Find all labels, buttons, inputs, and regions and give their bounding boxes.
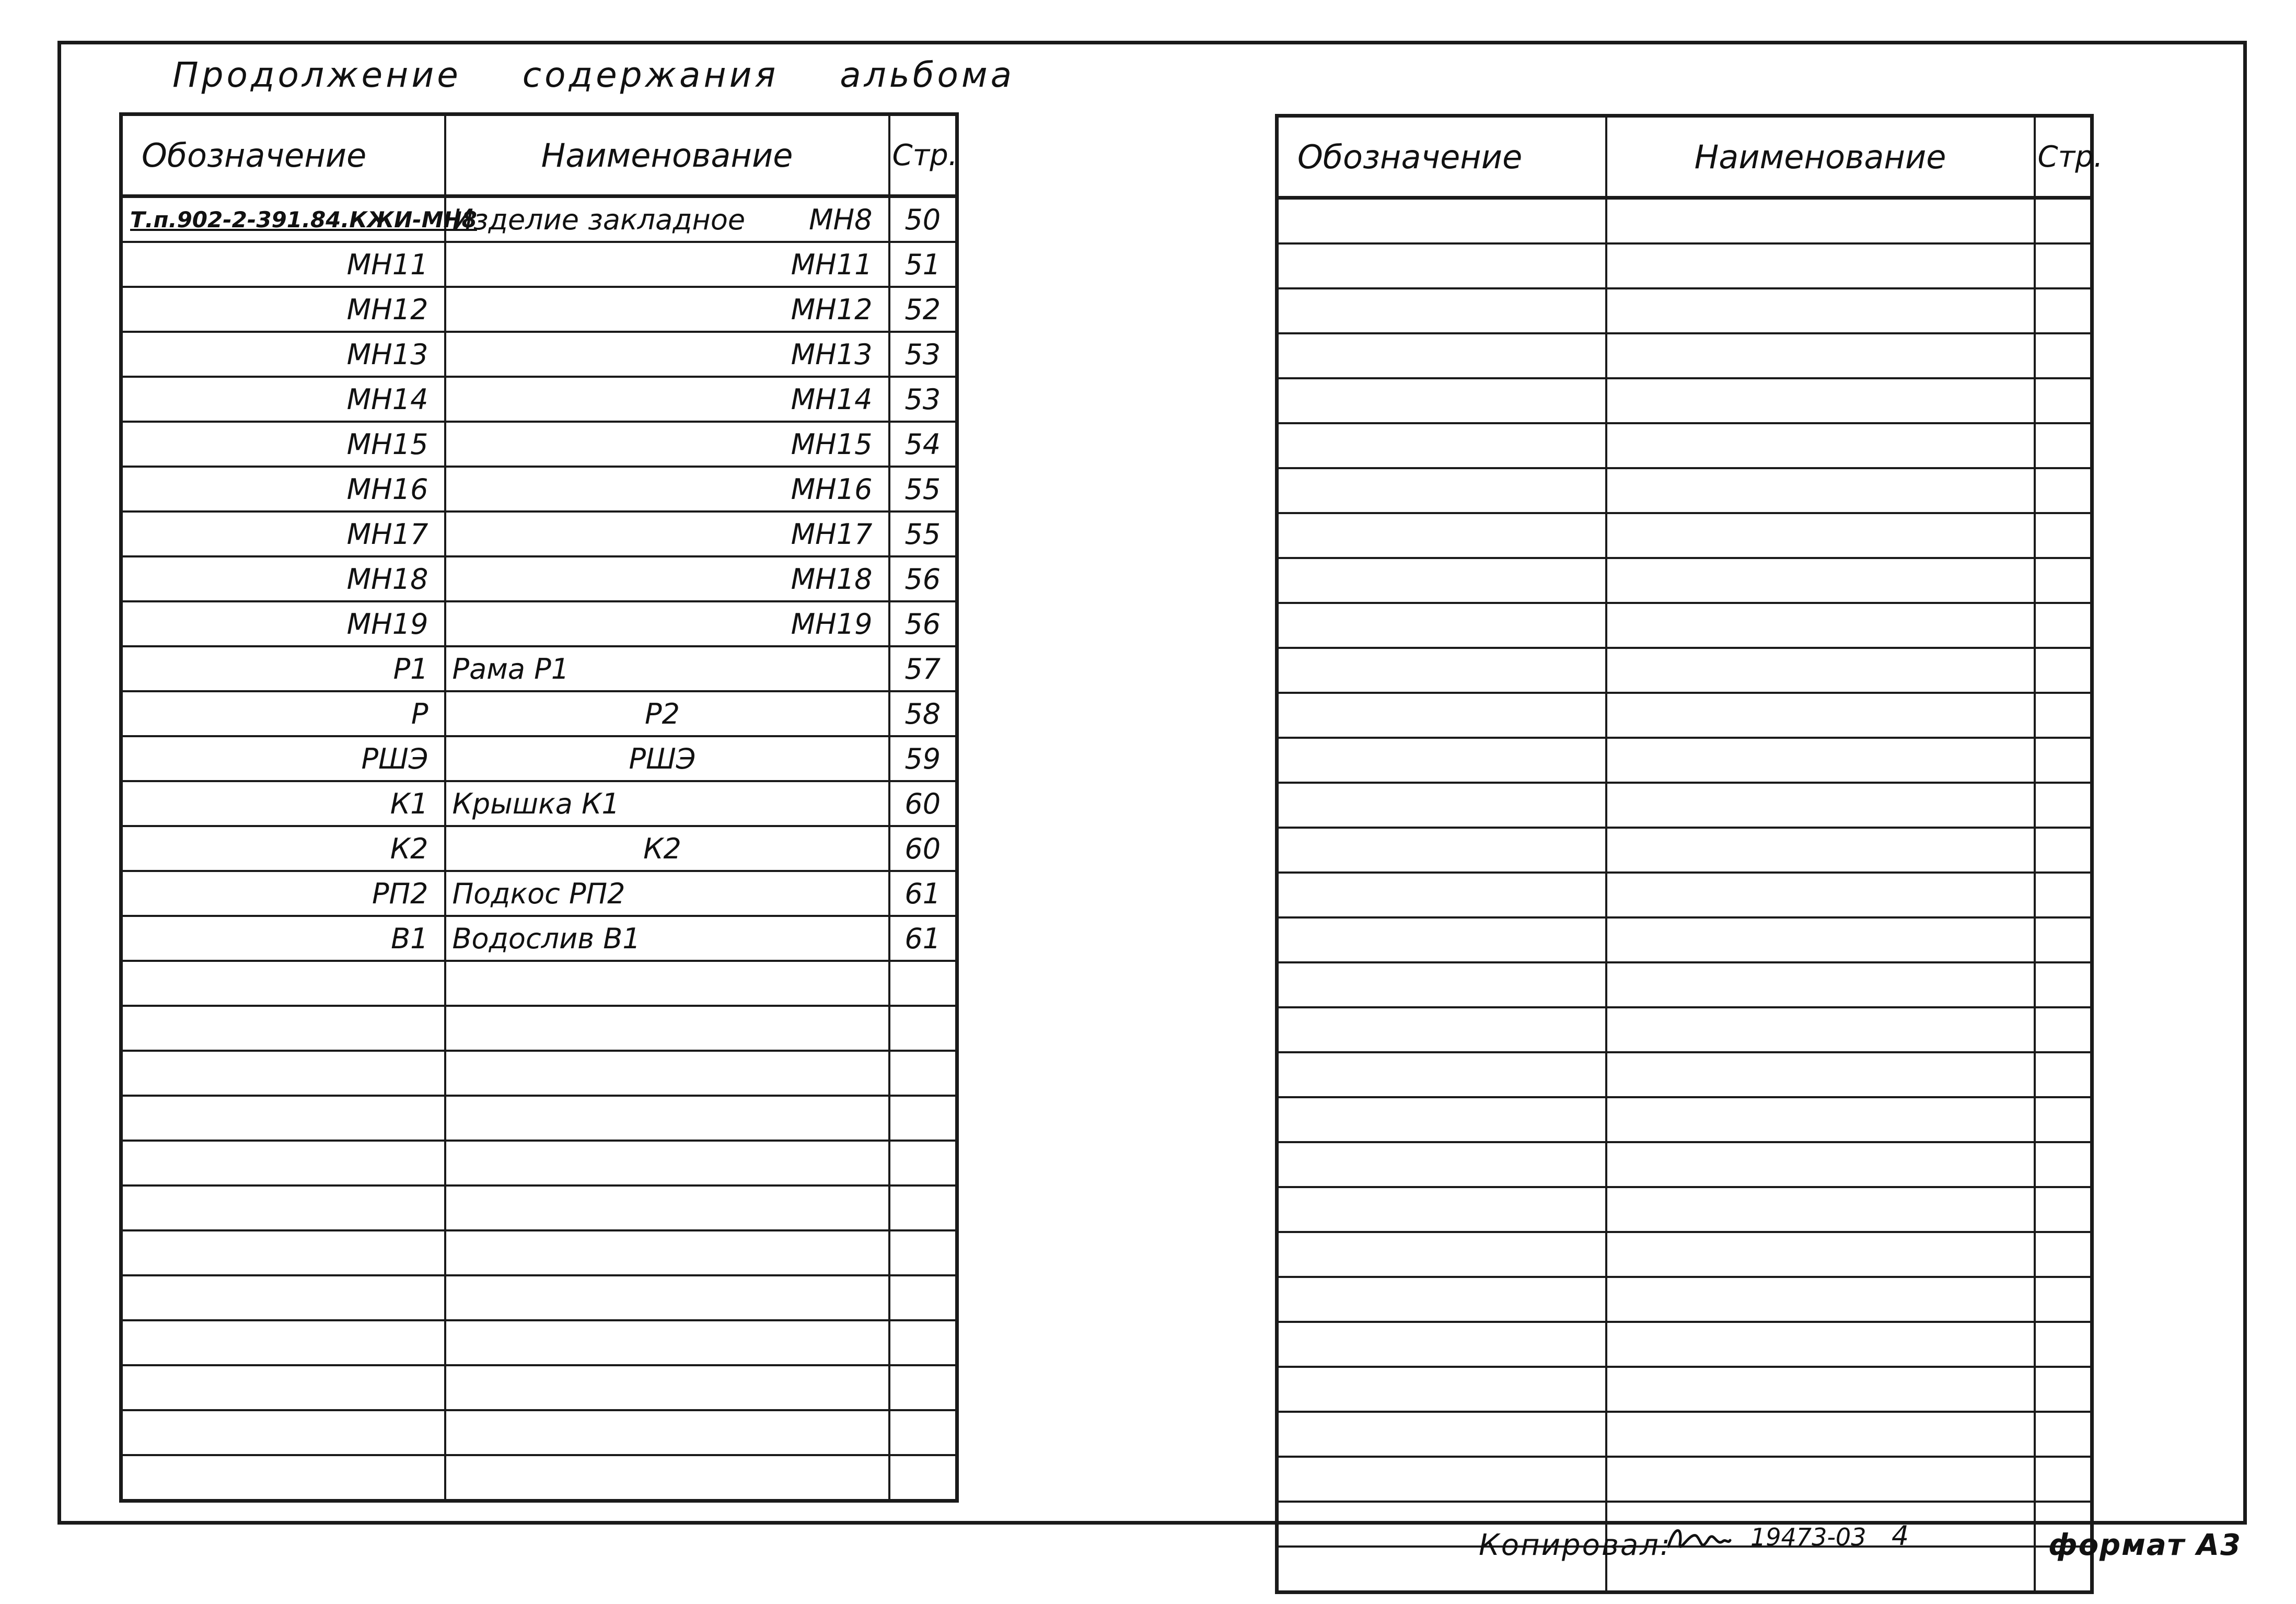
cell-name xyxy=(445,826,889,871)
cell-name xyxy=(1606,1097,2035,1142)
cell-page xyxy=(2035,558,2092,603)
cell-designation xyxy=(1277,873,1606,917)
cell-designation: МН11 xyxy=(121,242,445,287)
table-row xyxy=(1277,1367,2092,1412)
cell-name xyxy=(445,646,889,691)
header-designation: Обозначение xyxy=(1277,116,1606,198)
cell-name xyxy=(445,1051,889,1096)
table-row xyxy=(121,467,957,512)
cell-name xyxy=(1606,378,2035,423)
cell-designation: Р xyxy=(121,691,445,736)
item-name: Р2 xyxy=(645,697,680,730)
cell-page xyxy=(2035,243,2092,288)
cell-designation xyxy=(1277,288,1606,333)
cell-page xyxy=(2035,288,2092,333)
table-row xyxy=(121,512,957,556)
cell-name xyxy=(1606,917,2035,962)
cell-name xyxy=(445,377,889,422)
table-row xyxy=(1277,648,2092,693)
header-page: Стр. xyxy=(2035,116,2092,198)
table-row xyxy=(121,871,957,916)
cell-name xyxy=(1606,1367,2035,1412)
cell-page xyxy=(889,1141,957,1185)
cell-designation: РШЭ xyxy=(121,736,445,781)
cell-designation xyxy=(1277,198,1606,244)
cell-page xyxy=(2035,783,2092,828)
cell-page: 59 xyxy=(889,736,957,781)
header-name: Наименование xyxy=(1606,116,2035,198)
cell-name xyxy=(1606,693,2035,738)
cell-name xyxy=(445,1365,889,1410)
table-row xyxy=(121,242,957,287)
table-row xyxy=(1277,1457,2092,1502)
cell-page xyxy=(2035,423,2092,468)
cell-designation: МН16 xyxy=(121,467,445,512)
cell-page xyxy=(2035,873,2092,917)
table-row xyxy=(121,1320,957,1365)
cell-designation: МН13 xyxy=(121,332,445,377)
table-row xyxy=(1277,962,2092,1007)
cell-page: 52 xyxy=(889,287,957,332)
table-row xyxy=(1277,1277,2092,1322)
cell-name xyxy=(1606,738,2035,783)
cell-page: 53 xyxy=(889,332,957,377)
cell-name xyxy=(1606,783,2035,828)
cell-designation: К2 xyxy=(121,826,445,871)
cell-designation xyxy=(121,1185,445,1230)
table-row xyxy=(121,646,957,691)
header-designation: Обозначение xyxy=(121,114,445,196)
cell-name xyxy=(1606,1457,2035,1502)
cell-page xyxy=(2035,468,2092,513)
cell-name xyxy=(1606,1007,2035,1052)
cell-name xyxy=(1606,1232,2035,1277)
item-name: Изделие закладное xyxy=(452,203,746,236)
table-row xyxy=(1277,1187,2092,1232)
cell-name xyxy=(445,467,889,512)
table-row xyxy=(121,196,957,242)
cell-page xyxy=(2035,1367,2092,1412)
cell-name xyxy=(1606,828,2035,873)
cell-designation: МН19 xyxy=(121,601,445,646)
item-name: Водослив В1 xyxy=(452,922,641,955)
cell-name xyxy=(445,961,889,1006)
cell-name xyxy=(445,1320,889,1365)
table-row xyxy=(121,1365,957,1410)
table-row xyxy=(1277,423,2092,468)
cell-page xyxy=(2035,1142,2092,1187)
cell-designation xyxy=(1277,1097,1606,1142)
cell-page xyxy=(889,1275,957,1320)
table-row xyxy=(121,691,957,736)
header-page: Стр. xyxy=(889,114,957,196)
contents-table-right-body xyxy=(1277,198,2092,1593)
cell-page xyxy=(889,1006,957,1051)
cell-page: 51 xyxy=(889,242,957,287)
table-row xyxy=(1277,1322,2092,1367)
table-row xyxy=(1277,1007,2092,1052)
cell-page xyxy=(889,1320,957,1365)
sheet-number: 4 xyxy=(1892,1520,1909,1552)
cell-page: 60 xyxy=(889,781,957,826)
cell-page: 61 xyxy=(889,916,957,961)
cell-name xyxy=(1606,288,2035,333)
table-row xyxy=(1277,1232,2092,1277)
cell-page xyxy=(889,1051,957,1096)
table-row xyxy=(121,1141,957,1185)
cell-name xyxy=(1606,962,2035,1007)
cell-designation xyxy=(1277,243,1606,288)
cell-page xyxy=(2035,648,2092,693)
cell-designation xyxy=(1277,468,1606,513)
cell-designation xyxy=(1277,1277,1606,1322)
cell-page xyxy=(2035,513,2092,558)
cell-name xyxy=(445,1006,889,1051)
cell-page xyxy=(2035,1052,2092,1097)
cell-name xyxy=(445,1275,889,1320)
contents-table-left xyxy=(119,112,959,1503)
signature-icon xyxy=(1664,1515,1732,1562)
cell-page xyxy=(889,1455,957,1501)
cell-name xyxy=(1606,243,2035,288)
cell-designation xyxy=(1277,962,1606,1007)
table-row xyxy=(1277,288,2092,333)
cell-designation xyxy=(1277,1232,1606,1277)
table-row xyxy=(121,916,957,961)
cell-page: 61 xyxy=(889,871,957,916)
table-row xyxy=(121,601,957,646)
cell-designation xyxy=(1277,333,1606,378)
cell-page: 60 xyxy=(889,826,957,871)
cell-page xyxy=(889,1410,957,1455)
cell-designation: МН18 xyxy=(121,556,445,601)
table-header-row xyxy=(1277,116,2092,198)
table-row xyxy=(1277,783,2092,828)
cell-name xyxy=(445,781,889,826)
table-row xyxy=(121,1051,957,1096)
cell-name xyxy=(1606,333,2035,378)
cell-name xyxy=(445,916,889,961)
cell-designation xyxy=(1277,828,1606,873)
cell-name xyxy=(445,287,889,332)
table-row xyxy=(121,1455,957,1501)
copied-by-label: Копировал: xyxy=(1479,1528,1672,1562)
cell-page: 56 xyxy=(889,601,957,646)
cell-name xyxy=(1606,873,2035,917)
item-name: Подкос РП2 xyxy=(452,877,625,910)
cell-designation xyxy=(121,1096,445,1141)
item-mark: МН13 xyxy=(791,338,873,371)
table-row xyxy=(121,332,957,377)
table-row xyxy=(121,781,957,826)
paper-format: формат А3 xyxy=(2048,1528,2242,1562)
cell-designation xyxy=(121,1410,445,1455)
cell-designation: РП2 xyxy=(121,871,445,916)
cell-designation xyxy=(1277,1187,1606,1232)
cell-name xyxy=(445,1185,889,1230)
cell-designation xyxy=(1277,423,1606,468)
table-row xyxy=(121,377,957,422)
cell-name xyxy=(445,1141,889,1185)
cell-name xyxy=(445,196,889,242)
table-row xyxy=(1277,917,2092,962)
table-row xyxy=(121,556,957,601)
table-row xyxy=(121,826,957,871)
table-row xyxy=(1277,333,2092,378)
cell-page xyxy=(2035,917,2092,962)
table-row xyxy=(1277,198,2092,244)
cell-name xyxy=(445,1455,889,1501)
cell-name xyxy=(445,556,889,601)
cell-name xyxy=(445,1410,889,1455)
cell-page: 57 xyxy=(889,646,957,691)
item-mark: МН19 xyxy=(791,607,873,641)
cell-designation xyxy=(121,1275,445,1320)
table-row xyxy=(1277,513,2092,558)
cell-page xyxy=(2035,603,2092,648)
cell-name xyxy=(445,332,889,377)
table-row xyxy=(121,961,957,1006)
page-title: Продолжение содержания альбома xyxy=(172,55,1015,95)
cell-name xyxy=(1606,1052,2035,1097)
cell-designation xyxy=(1277,1322,1606,1367)
cell-page xyxy=(889,1096,957,1141)
cell-name xyxy=(445,1096,889,1141)
cell-designation xyxy=(1277,513,1606,558)
cell-designation xyxy=(1277,693,1606,738)
order-number: 19473-03 xyxy=(1750,1523,1866,1551)
cell-designation xyxy=(1277,1007,1606,1052)
item-mark: МН12 xyxy=(791,293,873,326)
table-row xyxy=(1277,1142,2092,1187)
table-row xyxy=(121,1006,957,1051)
table-row xyxy=(121,1410,957,1455)
table-row xyxy=(1277,873,2092,917)
contents-table-right xyxy=(1275,114,2103,1594)
item-mark: МН18 xyxy=(791,562,873,596)
cell-designation xyxy=(121,961,445,1006)
item-mark: МН14 xyxy=(791,382,873,416)
item-name: К2 xyxy=(643,832,681,865)
cell-page xyxy=(889,1230,957,1275)
cell-page xyxy=(2035,738,2092,783)
cell-name xyxy=(1606,603,2035,648)
cell-designation xyxy=(121,1320,445,1365)
cell-designation xyxy=(1277,1052,1606,1097)
table-row xyxy=(121,1275,957,1320)
cell-name xyxy=(445,1230,889,1275)
cell-page xyxy=(2035,693,2092,738)
cell-designation xyxy=(121,1006,445,1051)
cell-name xyxy=(1606,1277,2035,1322)
cell-page xyxy=(889,1365,957,1410)
cell-designation xyxy=(1277,378,1606,423)
table-row xyxy=(121,1230,957,1275)
cell-page xyxy=(2035,1232,2092,1277)
table-row xyxy=(121,736,957,781)
table-row xyxy=(121,287,957,332)
table-row xyxy=(1277,1412,2092,1457)
cell-page: 53 xyxy=(889,377,957,422)
cell-name xyxy=(1606,513,2035,558)
cell-page: 54 xyxy=(889,422,957,467)
cell-designation: Т.п.902-2-391.84.КЖИ-МН8 xyxy=(121,196,445,242)
table-row xyxy=(121,422,957,467)
cell-page xyxy=(2035,1322,2092,1367)
cell-name xyxy=(1606,1322,2035,1367)
table-row xyxy=(1277,378,2092,423)
cell-designation: В1 xyxy=(121,916,445,961)
cell-designation xyxy=(121,1365,445,1410)
cell-name xyxy=(1606,648,2035,693)
cell-page: 55 xyxy=(889,512,957,556)
cell-name xyxy=(445,242,889,287)
cell-page xyxy=(2035,828,2092,873)
cell-page xyxy=(2035,1097,2092,1142)
cell-page: 56 xyxy=(889,556,957,601)
cell-name xyxy=(1606,1412,2035,1457)
table-row xyxy=(1277,828,2092,873)
cell-designation xyxy=(1277,1457,1606,1502)
cell-name xyxy=(1606,1142,2035,1187)
cell-designation: МН17 xyxy=(121,512,445,556)
table-row xyxy=(121,1096,957,1141)
cell-designation xyxy=(1277,1367,1606,1412)
item-name: Рама Р1 xyxy=(452,652,570,685)
table-row xyxy=(1277,603,2092,648)
cell-name xyxy=(1606,468,2035,513)
cell-designation xyxy=(1277,648,1606,693)
cell-name xyxy=(1606,198,2035,244)
cell-designation xyxy=(121,1230,445,1275)
cell-name xyxy=(1606,558,2035,603)
cell-designation xyxy=(1277,917,1606,962)
table-row xyxy=(121,1185,957,1230)
cell-page xyxy=(889,961,957,1006)
cell-designation xyxy=(1277,603,1606,648)
cell-page xyxy=(2035,1457,2092,1502)
cell-name xyxy=(445,601,889,646)
table-row xyxy=(1277,243,2092,288)
cell-designation xyxy=(121,1141,445,1185)
table-row xyxy=(1277,468,2092,513)
table-header-row xyxy=(121,114,957,196)
item-mark: МН17 xyxy=(791,517,873,551)
cell-page xyxy=(2035,1277,2092,1322)
item-mark: МН15 xyxy=(791,427,873,461)
contents-table-left-body xyxy=(121,196,957,1501)
cell-page xyxy=(2035,333,2092,378)
table-row xyxy=(1277,1097,2092,1142)
cell-designation: МН15 xyxy=(121,422,445,467)
cell-name xyxy=(445,736,889,781)
table-row xyxy=(1277,693,2092,738)
cell-page xyxy=(2035,198,2092,244)
table-row xyxy=(1277,558,2092,603)
header-name: Наименование xyxy=(445,114,889,196)
cell-page xyxy=(2035,1187,2092,1232)
item-name: Крышка К1 xyxy=(452,787,620,820)
cell-name xyxy=(445,691,889,736)
item-mark: МН16 xyxy=(791,472,873,506)
cell-page xyxy=(2035,962,2092,1007)
cell-page xyxy=(2035,1007,2092,1052)
cell-designation: Р1 xyxy=(121,646,445,691)
cell-page xyxy=(2035,378,2092,423)
table-row xyxy=(1277,738,2092,783)
cell-name xyxy=(445,422,889,467)
cell-designation xyxy=(121,1455,445,1501)
cell-designation xyxy=(1277,558,1606,603)
cell-designation: МН14 xyxy=(121,377,445,422)
cell-name xyxy=(1606,1187,2035,1232)
item-mark: МН11 xyxy=(791,248,873,281)
cell-page: 58 xyxy=(889,691,957,736)
cell-page: 55 xyxy=(889,467,957,512)
cell-designation: К1 xyxy=(121,781,445,826)
cell-name xyxy=(1606,423,2035,468)
cell-designation xyxy=(1277,1412,1606,1457)
table-row xyxy=(1277,1052,2092,1097)
cell-name xyxy=(445,512,889,556)
cell-page xyxy=(2035,1412,2092,1457)
cell-designation xyxy=(1277,738,1606,783)
cell-designation xyxy=(1277,1142,1606,1187)
item-name: РШЭ xyxy=(629,742,696,775)
cell-page xyxy=(889,1185,957,1230)
item-mark: МН8 xyxy=(808,203,873,236)
cell-page: 50 xyxy=(889,196,957,242)
cell-designation: МН12 xyxy=(121,287,445,332)
cell-name xyxy=(445,871,889,916)
cell-designation xyxy=(1277,783,1606,828)
cell-designation xyxy=(121,1051,445,1096)
